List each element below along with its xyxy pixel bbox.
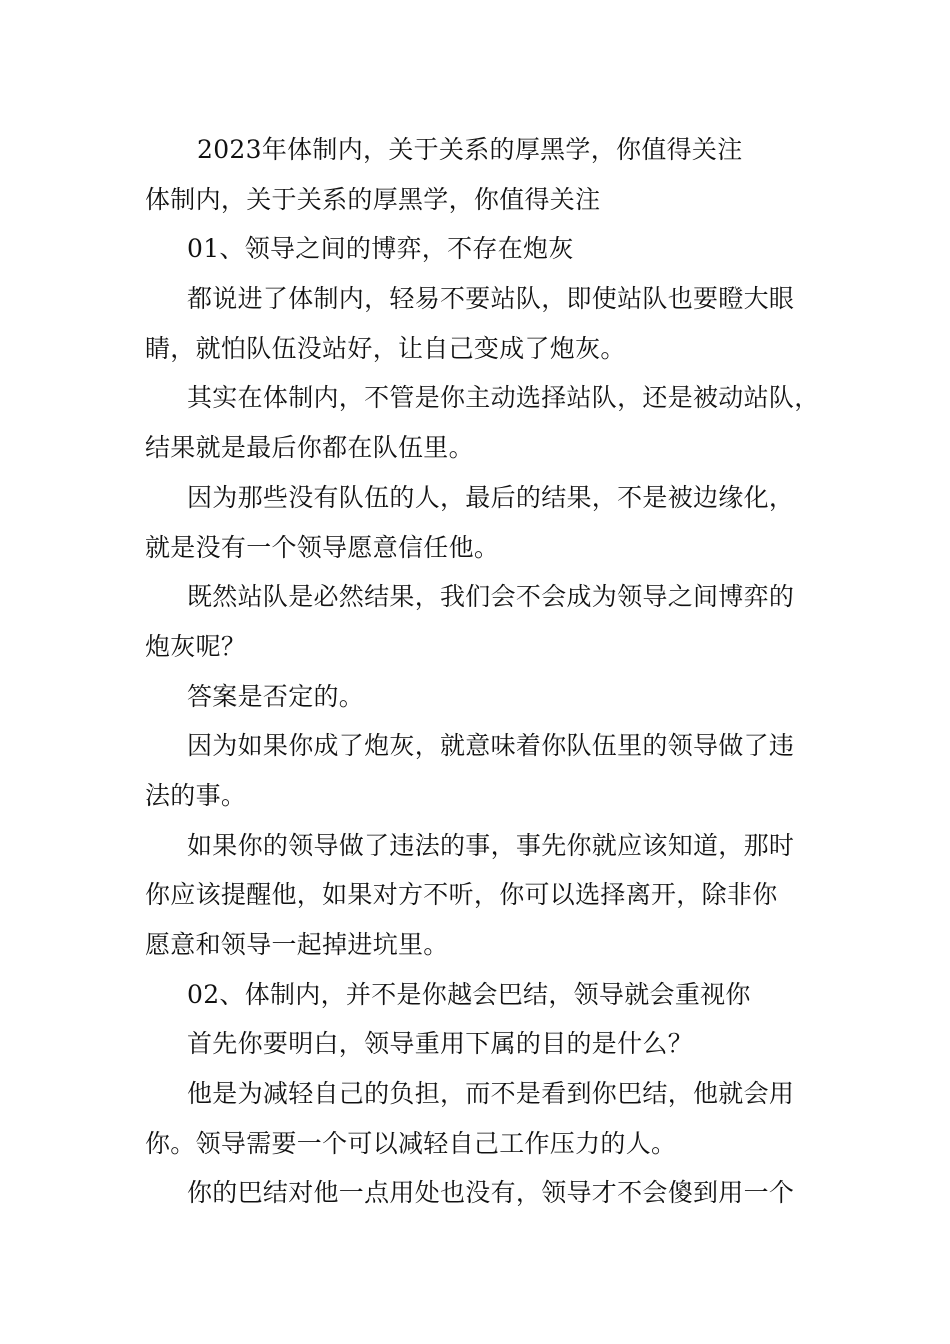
paragraph-line: 因为那些没有队伍的人，最后的结果，不是被边缘化， xyxy=(187,483,795,512)
paragraph-line: 你的巴结对他一点用处也没有，领导才不会傻到用一个 xyxy=(187,1178,795,1207)
paragraph-line: 法的事。 xyxy=(145,781,247,810)
paragraph-line: 其实在体制内，不管是你主动选择站队，还是被动站队， xyxy=(187,383,820,412)
paragraph-line: 你。领导需要一个可以减轻自己工作压力的人。 xyxy=(145,1129,677,1158)
section-heading-02: 02、体制内，并不是你越会巴结，领导就会重视你 xyxy=(187,980,751,1009)
document-subtitle: 体制内，关于关系的厚黑学，你值得关注 xyxy=(145,185,601,214)
paragraph-line: 就是没有一个领导愿意信任他。 xyxy=(145,533,500,562)
document-title: 2023年体制内，关于关系的厚黑学，你值得关注 xyxy=(197,135,743,164)
paragraph-line: 炮灰呢？ xyxy=(145,632,247,661)
paragraph-line: 你应该提醒他，如果对方不听，你可以选择离开，除非你 xyxy=(145,880,778,909)
section-heading-01: 01、领导之间的博弈，不存在炮灰 xyxy=(187,234,574,263)
paragraph-line: 因为如果你成了炮灰，就意味着你队伍里的领导做了违 xyxy=(187,731,795,760)
paragraph-line: 如果你的领导做了违法的事，事先你就应该知道，那时 xyxy=(187,831,795,860)
paragraph-line: 睛，就怕队伍没站好，让自己变成了炮灰。 xyxy=(145,334,626,363)
paragraph-line: 结果就是最后你都在队伍里。 xyxy=(145,433,474,462)
paragraph-line: 首先你要明白，领导重用下属的目的是什么？ xyxy=(187,1029,694,1058)
paragraph-line: 愿意和领导一起掉进坑里。 xyxy=(145,930,449,959)
paragraph-line: 他是为减轻自己的负担，而不是看到你巴结，他就会用 xyxy=(187,1079,795,1108)
paragraph-line: 都说进了体制内，轻易不要站队，即使站队也要瞪大眼 xyxy=(187,284,795,313)
paragraph-line: 既然站队是必然结果，我们会不会成为领导之间博弈的 xyxy=(187,582,795,611)
paragraph-line: 答案是否定的。 xyxy=(187,682,365,711)
